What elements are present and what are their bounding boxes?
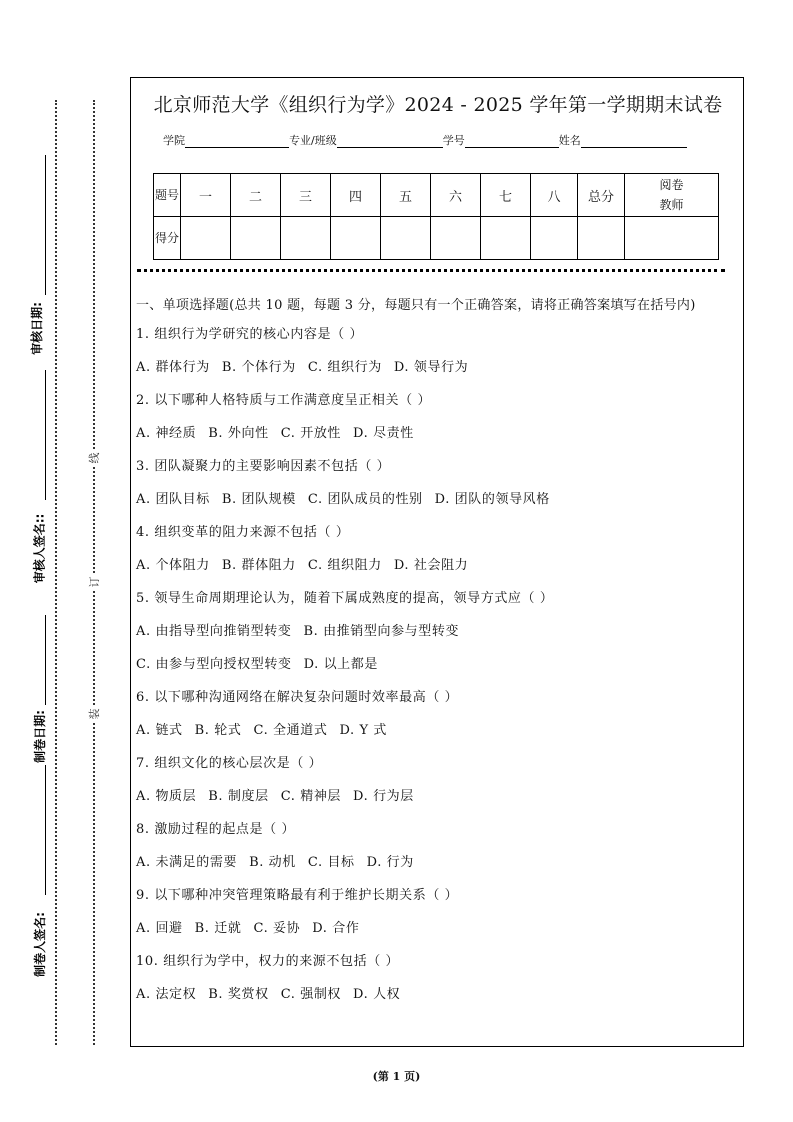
binding-dotted-line-outer	[55, 100, 57, 1045]
option[interactable]: C. 强制权	[280, 987, 342, 1002]
option[interactable]: A. 链式	[136, 723, 183, 738]
college-field[interactable]	[185, 135, 289, 148]
option[interactable]: A. 团队目标	[136, 492, 210, 507]
maker-sign-line	[45, 765, 46, 895]
option[interactable]: D. 以上都是	[303, 657, 378, 672]
options-2	[136, 424, 736, 457]
question-5: 5. 领导生命周期理论认为，随着下属成熟度的提高，领导方式应（ ）	[136, 591, 554, 606]
option[interactable]: B. 外向性	[208, 426, 269, 441]
option[interactable]: B. 迁就	[194, 921, 242, 936]
section-single-choice	[136, 296, 736, 1018]
score-cell-grader[interactable]	[625, 217, 719, 260]
option[interactable]: D. 领导行为	[393, 360, 469, 375]
option[interactable]: C. 精神层	[280, 789, 342, 804]
col-header: 六	[431, 174, 481, 217]
col-header: 七	[481, 174, 531, 217]
option[interactable]: D. 行为层	[353, 789, 414, 804]
option[interactable]: B. 奖赏权	[208, 987, 269, 1002]
name-field[interactable]	[581, 135, 687, 148]
options-3	[136, 490, 736, 523]
binding-char-line: 线	[86, 450, 102, 466]
option[interactable]: C. 组织行为	[307, 360, 382, 375]
score-cell[interactable]	[381, 217, 431, 260]
col-header: 二	[231, 174, 281, 217]
option[interactable]: C. 妥协	[253, 921, 301, 936]
options-6	[136, 721, 736, 754]
binding-char-staple: 订	[86, 574, 102, 590]
option[interactable]: A. 神经质	[136, 426, 197, 441]
option[interactable]: B. 团队规模	[221, 492, 296, 507]
option[interactable]: C. 由参与型向授权型转变	[136, 657, 292, 672]
score-cell[interactable]	[281, 217, 331, 260]
option[interactable]: A. 个体阻力	[136, 558, 210, 573]
option[interactable]: B. 轮式	[194, 723, 242, 738]
question-2: 2. 以下哪种人格特质与工作满意度呈正相关（ ）	[136, 393, 432, 408]
student-id-label: 学号	[442, 134, 465, 147]
col-header: 一	[181, 174, 231, 217]
score-cell[interactable]	[231, 217, 281, 260]
student-id-field[interactable]	[465, 135, 559, 148]
option[interactable]: C. 开放性	[280, 426, 342, 441]
major-label: 专业/班级	[289, 134, 337, 147]
option[interactable]: C. 全通道式	[253, 723, 328, 738]
page-number: (第 1 页)	[372, 1070, 421, 1083]
col-header-grader	[625, 174, 719, 217]
option[interactable]: D. 行为	[366, 855, 414, 870]
question-9: 9. 以下哪种冲突管理策略最有利于维护长期关系（ ）	[136, 888, 459, 903]
score-cell[interactable]	[481, 217, 531, 260]
col-header-total: 总分	[578, 174, 625, 217]
option[interactable]: A. 群体行为	[136, 360, 210, 375]
score-cell[interactable]	[431, 217, 481, 260]
exam-title: 北京师范大学《组织行为学》2024 - 2025 学年第一学期期末试卷	[153, 94, 723, 116]
option[interactable]: D. 人权	[353, 987, 401, 1002]
question-8: 8. 激励过程的起点是（ ）	[136, 822, 296, 837]
option[interactable]: B. 由推销型向参与型转变	[303, 624, 460, 639]
question-7: 7. 组织文化的核心层次是（ ）	[136, 756, 323, 771]
col-header: 三	[281, 174, 331, 217]
question-10: 10. 组织行为学中，权力的来源不包括（ ）	[136, 954, 400, 969]
question-3: 3. 团队凝聚力的主要影响因素不包括（ ）	[136, 459, 391, 474]
reviewer-date-label: 审核日期:	[29, 302, 44, 355]
grader-line1: 阅卷	[659, 178, 684, 192]
reviewer-date-line	[45, 155, 46, 295]
score-cell-total[interactable]	[578, 217, 625, 260]
score-table	[153, 173, 719, 260]
options-5a	[136, 622, 736, 655]
option[interactable]: B. 个体行为	[221, 360, 296, 375]
col-header: 八	[531, 174, 578, 217]
option[interactable]: C. 组织阻力	[307, 558, 382, 573]
option[interactable]: C. 团队成员的性别	[307, 492, 423, 507]
exam-frame	[130, 77, 744, 1047]
option[interactable]: D. 合作	[312, 921, 360, 936]
score-table-header-row	[154, 174, 719, 217]
option[interactable]: A. 物质层	[136, 789, 197, 804]
option[interactable]: D. 团队的领导风格	[434, 492, 550, 507]
college-label: 学院	[163, 134, 185, 147]
option[interactable]: D. Y 式	[339, 723, 387, 738]
option[interactable]: A. 未满足的需要	[136, 855, 238, 870]
score-cell[interactable]	[181, 217, 231, 260]
reviewer-sign-label: 审核人签名::	[32, 513, 47, 584]
binding-dotted-line-inner	[93, 100, 95, 1045]
option[interactable]: C. 目标	[307, 855, 355, 870]
binding-char-bind: 装	[86, 706, 102, 722]
section-heading: 一、单项选择题(总共 10 题，每题 3 分，每题只有一个正确答案，请将正确答案填写在括号内)	[136, 298, 696, 313]
options-5b	[136, 655, 736, 688]
score-cell[interactable]	[331, 217, 381, 260]
options-7	[136, 787, 736, 820]
option[interactable]: D. 尽责性	[353, 426, 414, 441]
maker-date-line	[45, 615, 46, 705]
major-field[interactable]	[337, 135, 443, 148]
option[interactable]: B. 动机	[249, 855, 296, 870]
option[interactable]: B. 群体阻力	[221, 558, 296, 573]
option[interactable]: A. 法定权	[136, 987, 197, 1002]
question-4: 4. 组织变革的阻力来源不包括（ ）	[136, 525, 350, 540]
options-1	[136, 358, 736, 391]
option[interactable]: B. 制度层	[208, 789, 269, 804]
col-header: 五	[381, 174, 431, 217]
question-1: 1. 组织行为学研究的核心内容是（ ）	[136, 327, 364, 342]
student-info-row	[163, 132, 687, 148]
grader-line2: 教师	[659, 198, 684, 212]
option[interactable]: A. 回避	[136, 921, 183, 936]
reviewer-sign-line	[45, 370, 46, 500]
maker-date-label: 制卷日期:	[32, 710, 47, 763]
name-label: 姓名	[558, 134, 581, 147]
row-label-question-no: 题号	[154, 174, 181, 217]
score-table-score-row	[154, 217, 719, 260]
options-9	[136, 919, 736, 952]
header-separator	[137, 269, 725, 272]
option[interactable]: A. 由指导型向推销型转变	[136, 624, 292, 639]
col-header: 四	[331, 174, 381, 217]
options-10	[136, 985, 736, 1018]
score-cell[interactable]	[531, 217, 578, 260]
maker-sign-label: 制卷人签名:	[32, 912, 47, 977]
options-8	[136, 853, 736, 886]
option[interactable]: D. 社会阻力	[393, 558, 469, 573]
question-6: 6. 以下哪种沟通网络在解决复杂问题时效率最高（ ）	[136, 690, 459, 705]
options-4	[136, 556, 736, 589]
row-label-score: 得分	[154, 217, 181, 260]
